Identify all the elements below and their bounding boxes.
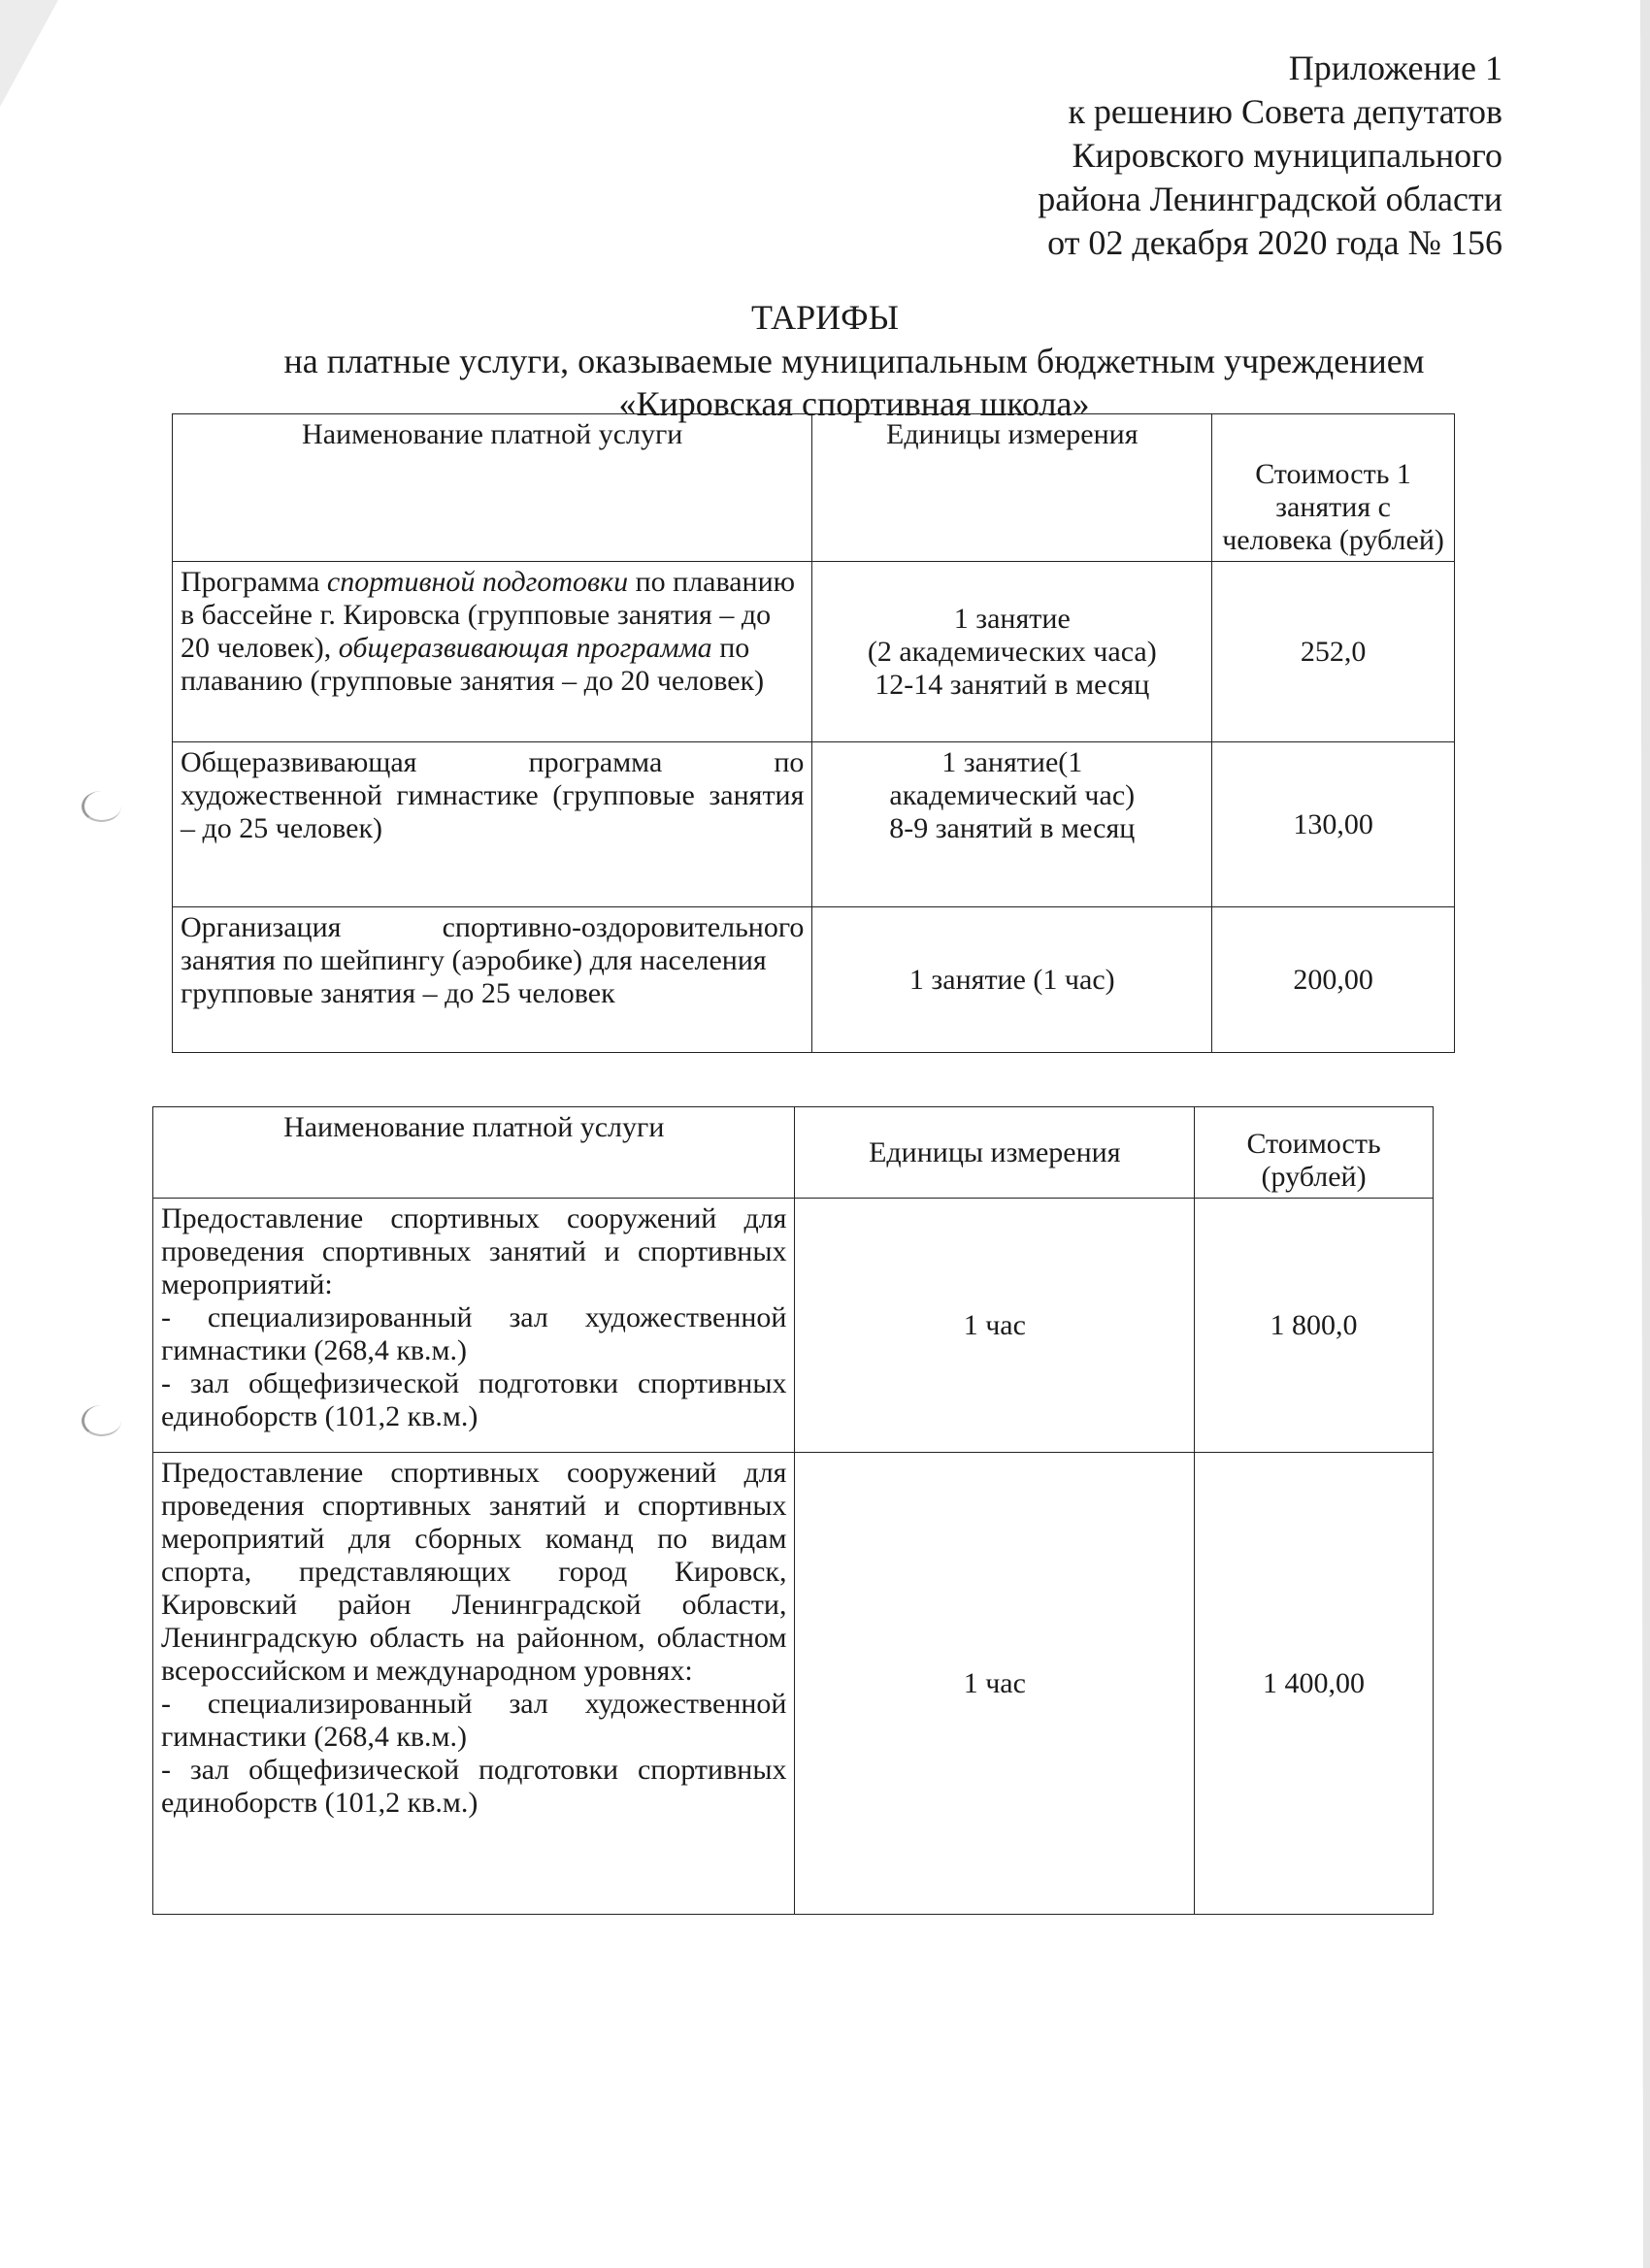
- column-header: Единицы измерения: [795, 1107, 1195, 1199]
- unit-cell: 1 занятие (2 академических часа) 12-14 занятий в месяц: [812, 562, 1212, 742]
- service-name-cell: Предоставление спортивных сооружений для проведения спортивных занятий и спортивных мероприятий: - специализированный зал художественной гимнастики (268,4 кв.м.) - зал общефизической подготовки спортивных единоборств (101,2 кв.м.): [153, 1199, 795, 1453]
- price-cell: 252,0: [1212, 562, 1455, 742]
- name-text: по плаванию (групповые занятия – до 20 человек): [181, 632, 765, 697]
- table-row: [173, 562, 1455, 742]
- unit-cell: 1 занятие(1 академический час) 8-9 занятий в месяц: [812, 742, 1212, 907]
- price-cell: 130,00: [1212, 742, 1455, 907]
- service-name-cell: Общеразвивающая программа по художественной гимнастике (групповые занятия – до 25 человек): [173, 742, 812, 907]
- tariff-table-lessons: [172, 413, 1455, 1053]
- header-line: Приложение 1: [1288, 49, 1502, 87]
- price-cell: 1 400,00: [1195, 1453, 1434, 1915]
- table-row: [173, 742, 1455, 907]
- column-header: Единицы измерения: [812, 414, 1212, 562]
- tariff-table-facilities: [152, 1106, 1434, 1915]
- header-line: к решению Совета депутатов: [1068, 92, 1502, 131]
- table-header-row: [153, 1107, 1434, 1199]
- table-row: [153, 1199, 1434, 1453]
- name-italic: спортивной подготовки: [326, 566, 629, 598]
- document-subtitle: [223, 340, 1485, 425]
- unit-cell: 1 занятие (1 час): [812, 907, 1212, 1053]
- table-header-row: [173, 414, 1455, 562]
- header-line: от 02 декабря 2020 года № 156: [1047, 223, 1502, 262]
- subtitle-line: на платные услуги, оказываемые муниципальным бюджетным учреждением: [283, 342, 1425, 380]
- column-header: Стоимость 1 занятия с человека (рублей): [1212, 414, 1455, 562]
- name-text: Программа: [181, 566, 327, 598]
- header-line: Кировского муниципального: [1072, 136, 1502, 175]
- subtitle-line: «Кировская спортивная школа»: [618, 384, 1090, 423]
- service-name-cell: Предоставление спортивных сооружений для проведения спортивных занятий и спортивных мероприятий для сборных команд по видам спорта, представляющих город Кировск, Кировский район Ленинградской области, Ленинградскую область на районном, областном всероссийском и международном уровнях: - специализированный зал художественной гимнастики (268,4 кв.м.) - зал общефизической подготовки спортивных единоборств (101,2 кв.м.): [153, 1453, 795, 1915]
- column-header: Наименование платной услуги: [153, 1107, 795, 1199]
- approval-header: [1038, 47, 1502, 265]
- column-header: Наименование платной услуги: [173, 414, 812, 562]
- price-cell: 200,00: [1212, 907, 1455, 1053]
- unit-cell: 1 час: [795, 1453, 1195, 1915]
- header-line: района Ленинградской области: [1038, 180, 1502, 218]
- document-title: ТАРИФЫ: [750, 298, 900, 337]
- name-italic: общеразвивающая программа: [338, 632, 712, 664]
- punch-hole: [82, 791, 121, 822]
- name-text: по плаванию в бассейне г. Кировска (групповые занятия – до 20 человек),: [181, 566, 796, 664]
- unit-cell: 1 час: [795, 1199, 1195, 1453]
- price-cell: 1 800,0: [1195, 1199, 1434, 1453]
- service-name-cell: Организация спортивно-оздоровительного занятия по шейпингу (аэробике) для населения групповые занятия – до 25 человек: [173, 907, 812, 1053]
- column-header: Стоимость (рублей): [1195, 1107, 1434, 1199]
- punch-hole: [82, 1405, 121, 1436]
- table-row: [173, 907, 1455, 1053]
- service-name-cell: [173, 562, 812, 742]
- table-row: [153, 1453, 1434, 1915]
